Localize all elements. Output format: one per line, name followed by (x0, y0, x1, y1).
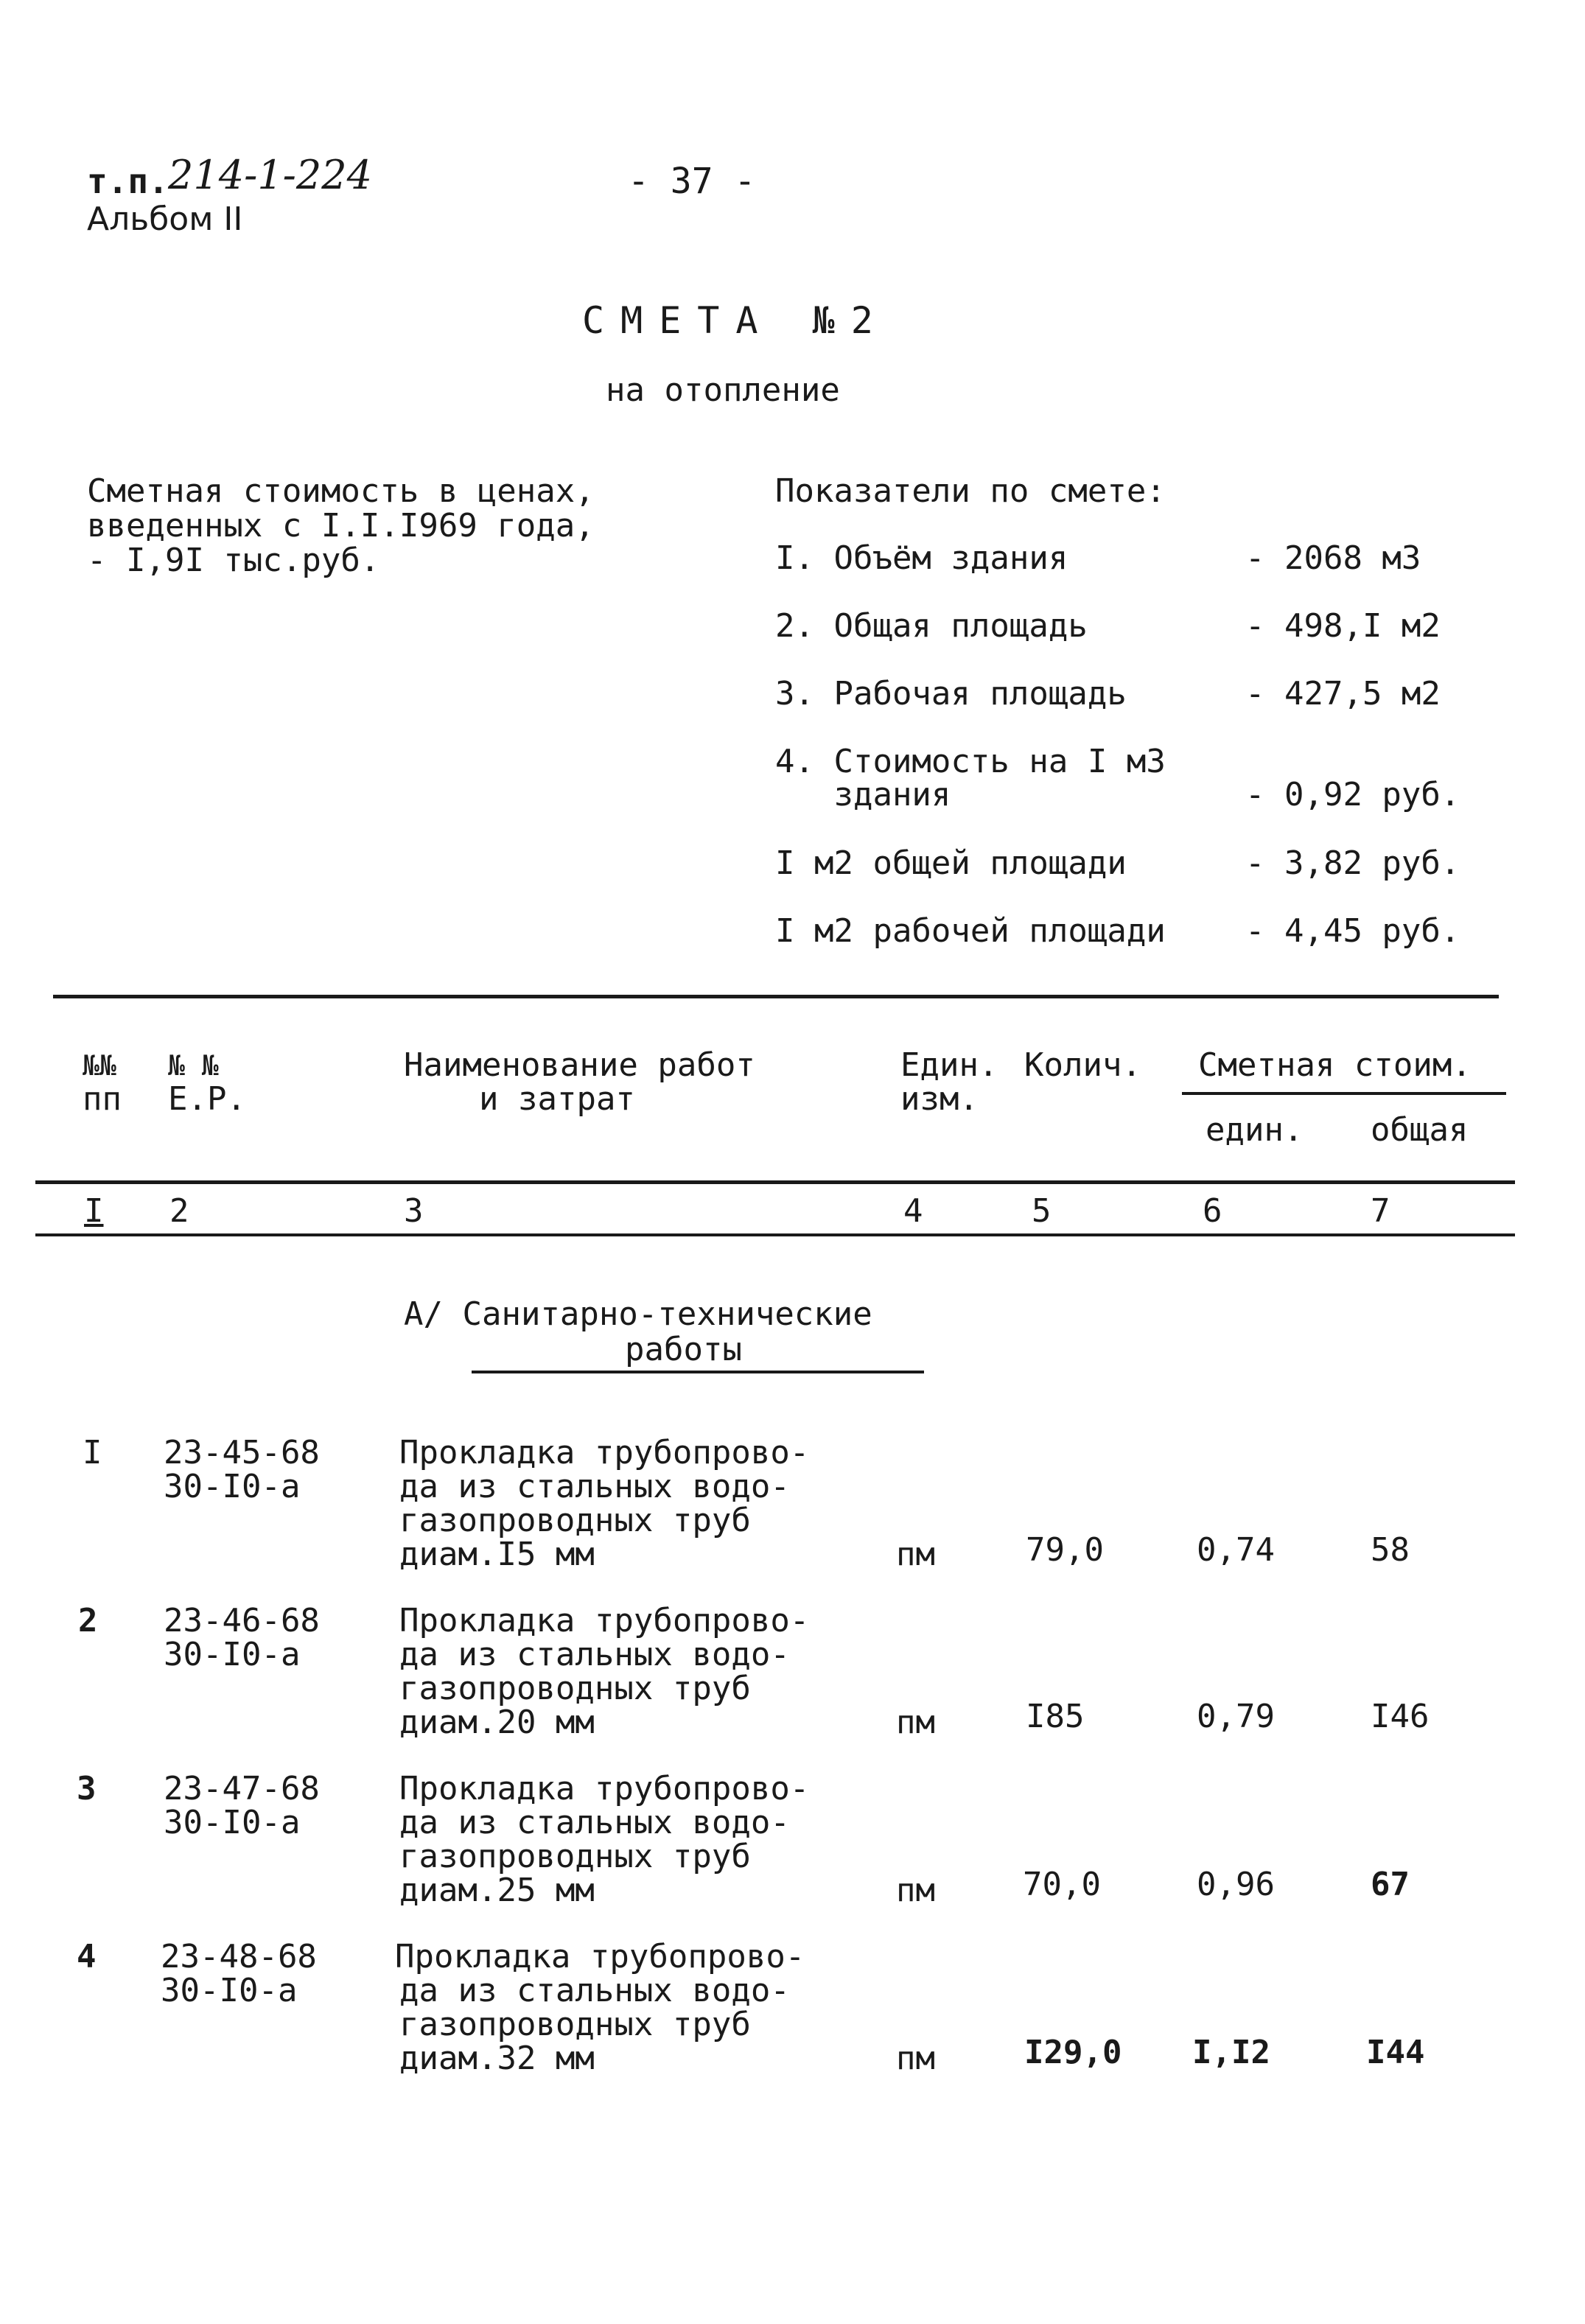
indicator-value-total-area: - 498,I м2 (1245, 607, 1441, 645)
doc-prefix: т.п. (87, 161, 169, 201)
row-unit-cost: 0,96 (1197, 1866, 1275, 1903)
row-unit: пм (896, 1536, 935, 1573)
row-unit: пм (896, 1704, 935, 1741)
indicator-label-volume: I. Объём здания (775, 539, 1068, 577)
header-row-num: №№ (83, 1049, 116, 1082)
cost-note-line2: введенных с I.I.I969 года, (87, 507, 595, 545)
row-code-2: 30-I0-а (161, 1972, 298, 2009)
column-number-7: 7 (1371, 1192, 1390, 1230)
indicators-heading: Показатели по смете: (775, 472, 1166, 510)
album-label: Альбом II (87, 200, 243, 238)
row-desc-4: диам.25 мм (399, 1872, 595, 1909)
row-unit-cost: I,I2 (1192, 2034, 1270, 2071)
cost-note-line3: - I,9I тыс.руб. (87, 542, 380, 579)
row-code: 23-46-68 (164, 1602, 320, 1639)
row-total: I46 (1371, 1698, 1430, 1735)
row-num: I (83, 1434, 102, 1471)
doc-number: 214-1-224 (168, 152, 372, 198)
doc-subtitle: на отопление (606, 371, 840, 409)
row-desc-2: да из стальных водо- (399, 1972, 790, 2009)
row-qty: I29,0 (1024, 2034, 1122, 2071)
indicator-value-working-area: - 427,5 м2 (1245, 675, 1441, 713)
row-num: 3 (77, 1770, 97, 1807)
row-code-2: 30-I0-а (164, 1804, 301, 1841)
indicator-label-working-area: 3. Рабочая площадь (775, 675, 1127, 713)
indicator-label-cost-m3-line2: здания (775, 776, 951, 813)
row-qty: I85 (1026, 1698, 1085, 1735)
header-unit: Един. (900, 1046, 998, 1084)
row-desc-3: газопроводных труб (399, 1670, 751, 1707)
header-cost-group-rule (1182, 1092, 1506, 1095)
row-desc-2: да из стальных водо- (399, 1804, 790, 1841)
column-numbers-bottom-rule (35, 1233, 1515, 1236)
row-desc-1: Прокладка трубопрово- (395, 1938, 805, 1975)
row-code-2: 30-I0-а (164, 1468, 301, 1505)
table-top-rule (53, 995, 1499, 998)
row-desc-3: газопроводных труб (399, 1502, 751, 1539)
indicator-value-cost-m3: - 0,92 руб. (1245, 776, 1460, 813)
indicator-label-cost-total-area: I м2 общей площади (775, 844, 1127, 882)
column-number-1: I (84, 1192, 104, 1230)
row-unit-cost: 0,79 (1197, 1698, 1275, 1735)
row-code: 23-45-68 (164, 1434, 320, 1471)
row-desc-4: диам.I5 мм (399, 1536, 595, 1573)
row-unit: пм (896, 2040, 935, 2077)
section-underline (472, 1371, 924, 1373)
section-title: А/ Санитарно-технические (404, 1295, 872, 1333)
indicator-value-cost-working-area: - 4,45 руб. (1245, 912, 1460, 950)
row-code-2: 30-I0-а (164, 1636, 301, 1673)
section-title-2: работы (625, 1331, 742, 1368)
column-number-2: 2 (169, 1192, 189, 1230)
page-number: - 37 - (628, 161, 756, 202)
row-total: I44 (1366, 2034, 1425, 2071)
row-code: 23-47-68 (164, 1770, 320, 1807)
row-code: 23-48-68 (161, 1938, 317, 1975)
column-numbers-top-rule (35, 1180, 1515, 1184)
row-desc-1: Прокладка трубопрово- (399, 1434, 810, 1471)
row-desc-1: Прокладка трубопрово- (399, 1770, 810, 1807)
column-number-3: 3 (404, 1192, 424, 1230)
row-qty: 79,0 (1026, 1531, 1104, 1569)
header-name: Наименование работ (404, 1046, 755, 1084)
column-number-4: 4 (903, 1192, 923, 1230)
row-num: 2 (78, 1602, 98, 1639)
row-qty: 70,0 (1023, 1866, 1101, 1903)
row-unit: пм (896, 1872, 935, 1909)
indicator-label-cost-working-area: I м2 рабочей площади (775, 912, 1166, 950)
header-code: № № (168, 1049, 219, 1082)
column-number-6: 6 (1203, 1192, 1222, 1230)
row-desc-3: газопроводных труб (399, 2006, 751, 2043)
indicator-label-total-area: 2. Общая площадь (775, 607, 1088, 645)
row-unit-cost: 0,74 (1197, 1531, 1275, 1569)
header-row-num-2: пп (83, 1080, 122, 1118)
row-desc-2: да из стальных водо- (399, 1468, 790, 1505)
indicator-label-cost-m3: 4. Стоимость на I м3 (775, 743, 1166, 780)
row-total: 58 (1371, 1531, 1410, 1569)
header-code-2: Е.Р. (168, 1080, 246, 1118)
row-total: 67 (1371, 1866, 1410, 1903)
header-unit-cost: един. (1206, 1111, 1304, 1149)
indicator-value-volume: - 2068 м3 (1245, 539, 1421, 577)
indicator-value-cost-total-area: - 3,82 руб. (1245, 844, 1460, 882)
header-cost-group: Сметная стоим. (1198, 1046, 1472, 1084)
header-total: общая (1371, 1111, 1469, 1149)
row-desc-4: диам.32 мм (399, 2040, 595, 2077)
cost-note-line1: Сметная стоимость в ценах, (87, 472, 595, 510)
row-desc-1: Прокладка трубопрово- (399, 1602, 810, 1639)
row-desc-2: да из стальных водо- (399, 1636, 790, 1673)
row-desc-3: газопроводных труб (399, 1838, 751, 1875)
column-number-5: 5 (1032, 1192, 1052, 1230)
row-num: 4 (77, 1938, 97, 1975)
row-desc-4: диам.20 мм (399, 1704, 595, 1741)
doc-title: СМЕТА №2 (582, 299, 889, 342)
header-qty: Колич. (1024, 1046, 1141, 1084)
header-unit-2: изм. (900, 1080, 979, 1118)
header-name-2: и затрат (479, 1080, 635, 1118)
